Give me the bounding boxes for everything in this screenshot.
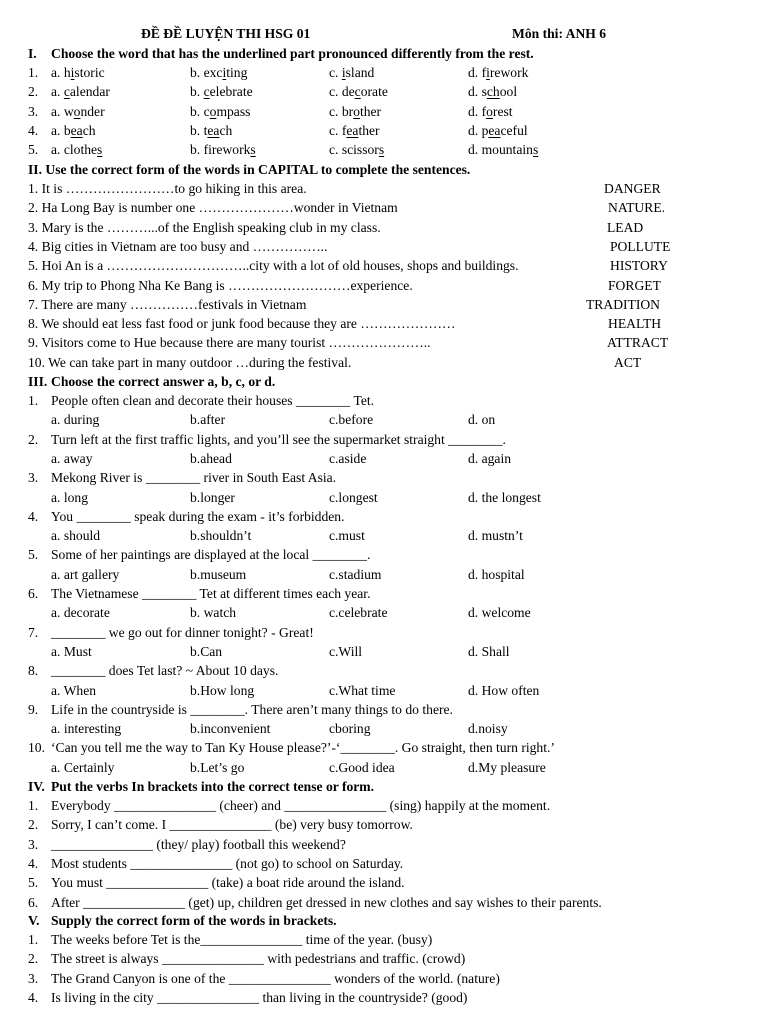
question-text: The Vietnamese ________ Tet at different times each year. (51, 586, 371, 601)
option-text-after: orate (360, 84, 388, 100)
answer-option: d. welcome (468, 605, 531, 621)
capital-word: POLLUTE (610, 238, 671, 254)
section-4-title: Put the verbs In brackets into the correct tense or form. (51, 779, 375, 794)
option-text-before: c. (329, 65, 342, 80)
question-number: 2. (28, 84, 39, 100)
answer-option: b.inconvenient (190, 721, 271, 737)
option-text-after: ch (219, 122, 233, 138)
section-4-heading (28, 777, 374, 796)
option-text-before: d. f (468, 65, 487, 80)
underlined-sound: o (209, 103, 217, 119)
question-text: Turn left at the first traffic lights, and you’ll see the supermarket straight ________. (51, 431, 506, 447)
option-text-after: sland (345, 65, 375, 80)
underlined-sound: c (354, 84, 361, 100)
question-number: 4. (28, 122, 39, 138)
question-number: 1. (28, 932, 39, 947)
verb-tense-sentence: _______________ (they/ play) football this weekend? (51, 836, 346, 852)
section-5-numeral: V. (28, 913, 40, 928)
underlined-sound: ea (70, 122, 83, 138)
word-supply-sentence: The street is always _______________ with pedestrians and traffic. (crowd) (51, 951, 466, 967)
answer-option: d. How often (468, 682, 540, 698)
underlined-sound: ea (207, 122, 220, 138)
word-supply-sentence: The Grand Canyon is one of the _______________ wonders of the world. (nature) (51, 970, 500, 986)
section-3-numeral: III. (28, 374, 48, 389)
underlined-sound: ea (346, 122, 359, 138)
question-number: 7. (28, 624, 39, 640)
mcq-question (28, 468, 728, 487)
word-form-row (28, 237, 728, 256)
word-form-row (28, 179, 728, 198)
word-form-sentence: 9. Visitors come to Hue because there are many tourist ………………….. (28, 335, 431, 351)
question-text: ________ does Tet last? ~ About 10 days. (51, 663, 279, 679)
underlined-sound: o (486, 103, 493, 119)
question-number: 2. (28, 817, 39, 833)
option-text-after: ting (226, 65, 248, 80)
capital-word: LEAD (607, 219, 644, 235)
answer-option (468, 82, 517, 101)
question-number: 6. (28, 586, 39, 601)
question-number: 1. (28, 393, 39, 408)
capital-word: HEALTH (608, 316, 662, 332)
mcq-question (28, 507, 728, 526)
word-form-sentence: 4. Big cities in Vietnam are too busy and …………….. (28, 238, 328, 254)
answer-option (468, 102, 513, 121)
word-supply-sentence: Is living in the city _______________ than living in the countryside? (good) (51, 989, 468, 1005)
question-number: 4. (28, 855, 39, 871)
answer-option (190, 102, 250, 121)
question-number: 9. (28, 701, 39, 717)
pronunciation-row (28, 82, 728, 101)
word-form-sentence: 5. Hoi An is a …………………………..city with a lot of old houses, shops and buildings. (28, 258, 519, 274)
question-text: People often clean and decorate their houses ________ Tet. (51, 393, 375, 408)
section-3-title: Choose the correct answer a, b, c, or d. (51, 374, 276, 389)
answer-option: a. interesting (51, 721, 122, 737)
answer-option (190, 82, 253, 101)
section-5-heading (28, 911, 337, 930)
option-text-before: b. t (190, 122, 208, 138)
answer-option (190, 63, 247, 82)
mcq-options (28, 488, 728, 507)
answer-option (51, 102, 105, 121)
word-supply-row (28, 969, 748, 988)
answer-option: b.longer (190, 489, 235, 505)
answer-option: c.must (329, 528, 365, 544)
section-1-heading (28, 44, 534, 63)
option-text-before: a. h (51, 65, 71, 80)
option-text-after: storic (74, 65, 105, 80)
question-number: 4. (28, 508, 39, 524)
underlined-sound: i (222, 65, 227, 80)
answer-option: c.celebrate (329, 605, 388, 621)
answer-option (51, 140, 102, 159)
verb-tense-sentence: Sorry, I can’t come. I _______________ (be) very busy tomorrow. (51, 817, 413, 833)
option-text-before: c. f (329, 122, 347, 138)
answer-option: b.after (190, 412, 226, 428)
option-text-before: d. mountain (468, 142, 533, 158)
section-3-heading (28, 372, 275, 391)
mcq-options (28, 449, 728, 468)
answer-option: b.How long (190, 682, 255, 698)
word-form-row (28, 314, 728, 333)
underlined-sound: c (203, 84, 210, 100)
word-supply-row (28, 949, 748, 968)
word-form-row (28, 353, 728, 372)
question-number: 5. (28, 547, 39, 563)
word-form-sentence: 2. Ha Long Bay is number one …………………wonder in Vietnam (28, 200, 398, 216)
mcq-question (28, 661, 728, 680)
question-number: 1. (28, 798, 39, 813)
option-text-before: c. scissor (329, 142, 379, 158)
answer-option: cboring (329, 721, 371, 737)
underlined-sound: i (486, 65, 490, 80)
option-text-after: mpass (216, 103, 251, 119)
underlined-sound: c (63, 84, 70, 100)
answer-option: b.ahead (190, 450, 232, 466)
option-text-after: ch (82, 122, 96, 138)
option-text-before: a. b (51, 122, 71, 138)
answer-option: a. long (51, 489, 88, 505)
underlined-sound: s (532, 142, 539, 158)
option-text-before: a. w (51, 103, 74, 119)
verb-tense-row (28, 796, 748, 815)
answer-option: b.museum (190, 566, 247, 582)
answer-option: b. watch (190, 605, 237, 621)
worksheet-header (0, 24, 768, 43)
option-text-after: rework (489, 65, 529, 80)
section-5-title: Supply the correct form of the words in brackets. (51, 913, 337, 928)
underlined-sound: s (97, 142, 103, 158)
section-4-numeral: IV. (28, 779, 45, 794)
answer-option (51, 82, 110, 101)
option-text-before: b. (190, 84, 204, 100)
mcq-options (28, 719, 728, 738)
answer-option: d. on (468, 412, 496, 428)
option-text-before: a. clothe (51, 142, 98, 158)
capital-word: FORGET (608, 277, 661, 293)
section-2-heading: II. Use the correct form of the words in CAPITAL to complete the sentences. (28, 162, 471, 177)
underlined-sound: s (378, 142, 385, 158)
exam-title: ĐỀ ĐỀ LUYỆN THI HSG 01 (141, 26, 311, 41)
answer-option (468, 121, 528, 140)
answer-option: a. away (51, 450, 93, 466)
answer-option: c.stadium (329, 566, 382, 582)
word-form-row (28, 256, 728, 275)
answer-option: a. art gallery (51, 566, 120, 582)
mcq-options (28, 642, 728, 661)
question-text: Life in the countryside is ________. There aren’t many things to do there. (51, 701, 453, 717)
verb-tense-row (28, 854, 748, 873)
underlined-sound: ch (486, 84, 500, 100)
answer-option: c.What time (329, 682, 396, 698)
question-number: 8. (28, 663, 39, 679)
answer-option: b.Let’s go (190, 759, 245, 775)
word-form-sentence: 1. It is ……………………to go hiking in this area. (28, 181, 307, 196)
mcq-question (28, 430, 728, 449)
answer-option: c.Good idea (329, 759, 395, 775)
question-number: 3. (28, 103, 39, 119)
option-text-after: ther (358, 122, 380, 138)
answer-option: d. mustn’t (468, 528, 523, 544)
answer-option: b.Can (190, 643, 223, 659)
word-form-row (28, 276, 728, 295)
option-text-after: rest (492, 103, 513, 119)
verb-tense-row (28, 893, 748, 912)
underlined-sound: s (250, 142, 256, 158)
word-form-sentence: 6. My trip to Phong Nha Ke Bang is ………………………experience. (28, 277, 413, 293)
option-text-before: c. br (329, 103, 354, 119)
option-text-after: nder (80, 103, 105, 119)
question-text: Mekong River is ________ river in South East Asia. (51, 470, 337, 486)
capital-word: ATTRACT (607, 335, 669, 351)
verb-tense-sentence: After _______________ (get) up, children get dressed in new clothes and say wishes to their parents. (51, 894, 602, 910)
answer-option: c.Will (329, 643, 363, 659)
verb-tense-sentence: Everybody _______________ (cheer) and _______________ (sing) happily at the moment. (51, 798, 551, 813)
question-number: 6. (28, 894, 39, 910)
option-text-after: ther (359, 103, 382, 119)
word-form-row (28, 218, 728, 237)
capital-word: TRADITION (586, 296, 660, 312)
question-number: 10. (28, 740, 45, 756)
question-number: 5. (28, 142, 39, 158)
pronunciation-row (28, 102, 728, 121)
option-text-before: d. p (468, 122, 489, 138)
answer-option: a. decorate (51, 605, 110, 621)
answer-option: a. during (51, 412, 100, 428)
capital-word: NATURE. (608, 200, 666, 216)
question-number: 4. (28, 989, 39, 1005)
word-form-sentence: 7. There are many ……………festivals in Vietnam (28, 296, 307, 312)
answer-option: a. Certainly (51, 759, 115, 775)
question-number: 2. (28, 951, 39, 967)
answer-option: d. Shall (468, 643, 510, 659)
option-text-before: b. firework (190, 142, 251, 158)
underlined-sound: ea (488, 122, 501, 138)
mcq-question (28, 545, 728, 564)
verb-tense-row (28, 815, 748, 834)
word-form-row (28, 198, 728, 217)
answer-option: c.before (329, 412, 374, 428)
question-number: 3. (28, 970, 39, 986)
section-1-numeral: I. (28, 46, 37, 61)
mcq-options (28, 526, 728, 545)
pronunciation-row (28, 121, 728, 140)
answer-option: d. again (468, 450, 512, 466)
word-supply-row (28, 988, 748, 1007)
word-form-sentence: 8. We should eat less fast food or junk food because they are ………………… (28, 316, 456, 332)
mcq-options (28, 565, 728, 584)
verb-tense-sentence: You must _______________ (take) a boat ride around the island. (51, 875, 405, 891)
mcq-question (28, 738, 728, 757)
word-form-sentence: 3. Mary is the ………...of the English speaking club in my class. (28, 219, 381, 235)
option-text-after: ool (499, 84, 518, 100)
answer-option (468, 63, 528, 82)
answer-option: d. the longest (468, 489, 541, 505)
mcq-options (28, 758, 728, 777)
capital-word: ACT (614, 354, 642, 370)
word-supply-row (28, 930, 748, 949)
mcq-options (28, 681, 728, 700)
answer-option (51, 121, 96, 140)
option-text-before: d. s (468, 84, 487, 100)
question-number: 3. (28, 470, 39, 486)
word-form-sentence: 10. We can take part in many outdoor …during the festival. (28, 354, 352, 370)
question-text: ‘Can you tell me the way to Tan Ky House please?’-‘________. Go straight, then turn right.’ (51, 740, 555, 756)
mcq-options (28, 410, 728, 429)
section-1-title: Choose the word that has the underlined part pronounced differently from the rest. (51, 46, 534, 61)
verb-tense-row (28, 835, 748, 854)
mcq-question (28, 391, 728, 410)
mcq-question (28, 584, 728, 603)
question-text: You ________ speak during the exam - it’s forbidden. (51, 508, 345, 524)
answer-option: b.shouldn’t (190, 528, 252, 544)
word-form-row (28, 333, 728, 352)
answer-option: a. When (51, 682, 97, 698)
mcq-question (28, 700, 728, 719)
question-number: 5. (28, 875, 39, 891)
question-text: Some of her paintings are displayed at the local ________. (51, 547, 371, 563)
option-text-after: elebrate (209, 84, 253, 100)
option-text-before: b. exc (190, 65, 223, 80)
question-number: 3. (28, 836, 39, 852)
mcq-options (28, 603, 728, 622)
verb-tense-row (28, 873, 748, 892)
capital-word: HISTORY (610, 258, 668, 274)
option-text-after: alendar (69, 84, 110, 100)
answer-option (468, 140, 538, 159)
answer-option (329, 82, 388, 101)
option-text-before: d. f (468, 103, 487, 119)
exam-subject: Môn thi: ANH 6 (512, 26, 607, 41)
answer-option (51, 63, 105, 82)
answer-option (329, 140, 384, 159)
answer-option: c.longest (329, 489, 378, 505)
question-number: 2. (28, 431, 39, 447)
answer-option (329, 63, 374, 82)
answer-option (190, 140, 256, 159)
underlined-sound: o (353, 103, 360, 119)
answer-option: a. Must (51, 643, 92, 659)
capital-word: DANGER (604, 181, 661, 196)
option-text-after: ceful (500, 122, 528, 138)
mcq-question (28, 623, 728, 642)
pronunciation-row (28, 63, 728, 82)
answer-option (329, 102, 381, 121)
question-text: ________ we go out for dinner tonight? - Great! (51, 624, 314, 640)
answer-option: d. hospital (468, 566, 525, 582)
answer-option (329, 121, 380, 140)
word-supply-sentence: The weeks before Tet is the_______________ time of the year. (busy) (51, 932, 433, 947)
answer-option: a. should (51, 528, 101, 544)
answer-option (190, 121, 232, 140)
word-form-row (28, 295, 728, 314)
option-text-before: c. de (329, 84, 355, 100)
underlined-sound: i (341, 65, 346, 80)
pronunciation-row (28, 140, 728, 159)
verb-tense-sentence: Most students _______________ (not go) to school on Saturday. (51, 855, 404, 871)
option-text-before: a. (51, 84, 64, 100)
question-number: 1. (28, 65, 39, 80)
answer-option: c.aside (329, 450, 367, 466)
option-text-before: b. c (190, 103, 210, 119)
answer-option: d.noisy (468, 721, 508, 737)
answer-option: d.My pleasure (468, 759, 546, 775)
underlined-sound: i (70, 65, 75, 80)
underlined-sound: o (73, 103, 81, 119)
